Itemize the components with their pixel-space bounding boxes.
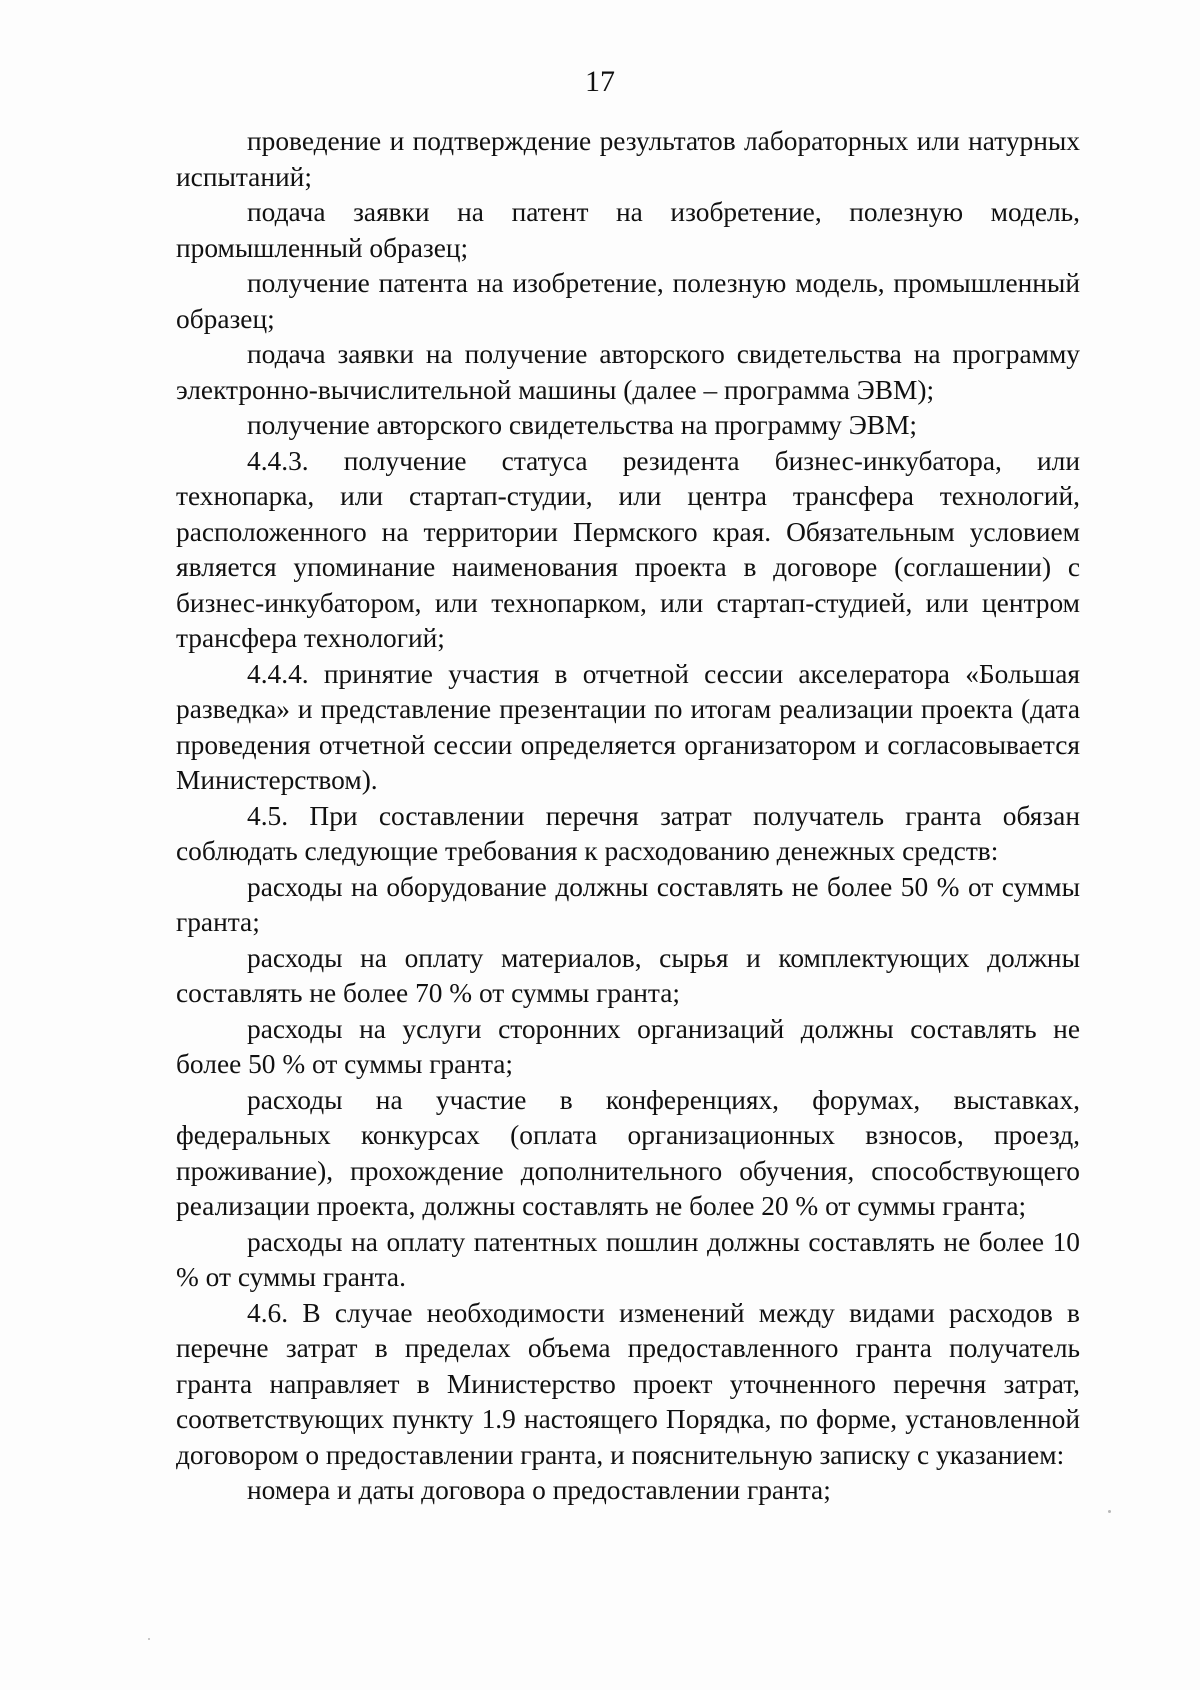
paragraph: 4.4.4. принятие участия в отчетной сессии акселератора «Большая разведка» и представление презентации по итогам реализации проекта (дата проведения отчетной сессии определяется организатором и согласовывается Министерством). [176,658,1080,795]
scan-speck [1108,1510,1111,1513]
paragraph: получение авторского свидетельства на программу ЭВМ; [247,410,918,440]
paragraph: расходы на оборудование должны составлять не более 50 % от суммы гранта; [176,871,1080,937]
page-number: 17 [585,65,615,98]
paragraph: 4.6. В случае необходимости изменений между видами расходов в перечне затрат в пределах объема предоставленного гранта получатель гранта направляет в Министерство проект уточненного перечня затрат, соответствующих пункту 1.9 настоящего Порядка, по форме, установленной договором о предоставлении гранта, и пояснительную записку с указанием: [176,1297,1080,1470]
paragraph: 4.4.3. получение статуса резидента бизнес-инкубатора, или технопарка, или стартап-студии, или центра трансфера технологий, расположенного на территории Пермского края. Обязательным условием является упоминание наименования проекта в договоре (соглашении) с бизнес-инкубатором, или технопарком, или стартап-студией, или центром трансфера технологий; [176,445,1080,653]
scan-speck [148,1638,150,1640]
paragraph: номера и даты договора о предоставлении гранта; [247,1475,831,1505]
paragraph: получение патента на изобретение, полезную модель, промышленный образец; [176,268,1080,334]
paragraph: расходы на участие в конференциях, форумах, выставках, федеральных конкурсах (оплата организационных взносов, проезд, проживание), прохождение дополнительного обучения, способствующего реализации проекта, должны составлять не более 20 % от суммы гранта; [176,1084,1080,1221]
paragraph: подача заявки на получение авторского свидетельства на программу электронно-вычислительной машины (далее – программа ЭВМ); [176,339,1080,405]
paragraph: расходы на услуги сторонних организаций должны составлять не более 50 % от суммы гранта; [176,1013,1080,1079]
paragraph: 4.5. При составлении перечня затрат получатель гранта обязан соблюдать следующие требования к расходованию денежных средств: [176,800,1080,866]
paragraph: подача заявки на патент на изобретение, полезную модель, промышленный образец; [176,197,1080,263]
paragraph: расходы на оплату патентных пошлин должны составлять не более 10 % от суммы гранта. [176,1226,1080,1292]
paragraph: проведение и подтверждение результатов лабораторных или натурных испытаний; [176,126,1080,192]
paragraph: расходы на оплату материалов, сырья и комплектующих должны составлять не более 70 % от суммы гранта; [176,942,1080,1008]
document-body [176,124,1080,1509]
